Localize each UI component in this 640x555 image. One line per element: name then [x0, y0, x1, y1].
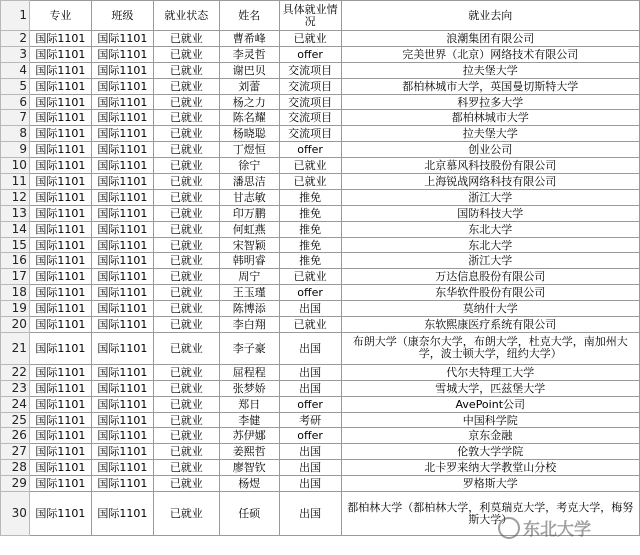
row-number: 26 — [1, 428, 30, 444]
column-header-status: 就业状态 — [153, 1, 219, 31]
cell-name: 王玉瑾 — [219, 285, 279, 301]
cell-class: 国际1101 — [91, 237, 153, 253]
table-row — [1, 396, 640, 412]
cell-major: 国际1101 — [29, 46, 91, 62]
cell-status: 已就业 — [153, 31, 219, 47]
cell-class: 国际1101 — [91, 221, 153, 237]
table-row — [1, 189, 640, 205]
cell-detail: 交流项目 — [279, 94, 341, 110]
cell-status: 已就业 — [153, 62, 219, 78]
row-number: 22 — [1, 364, 30, 380]
cell-class: 国际1101 — [91, 332, 153, 364]
cell-status: 已就业 — [153, 269, 219, 285]
table-row — [1, 221, 640, 237]
cell-class: 国际1101 — [91, 285, 153, 301]
cell-status: 已就业 — [153, 158, 219, 174]
cell-destination: 拉夫堡大学 — [341, 126, 639, 142]
table-row — [1, 78, 640, 94]
table-row — [1, 237, 640, 253]
cell-status: 已就业 — [153, 444, 219, 460]
cell-destination: 创业公司 — [341, 142, 639, 158]
column-header-name: 姓名 — [219, 1, 279, 31]
cell-status: 已就业 — [153, 492, 219, 536]
cell-detail: 推免 — [279, 205, 341, 221]
cell-major: 国际1101 — [29, 31, 91, 47]
table-row — [1, 253, 640, 269]
cell-status: 已就业 — [153, 174, 219, 190]
row-number: 20 — [1, 317, 30, 333]
cell-class: 国际1101 — [91, 110, 153, 126]
row-number: 9 — [1, 142, 30, 158]
cell-class: 国际1101 — [91, 174, 153, 190]
cell-destination: 完美世界（北京）网络技术有限公司 — [341, 46, 639, 62]
cell-status: 已就业 — [153, 412, 219, 428]
row-number: 16 — [1, 253, 30, 269]
cell-status: 已就业 — [153, 285, 219, 301]
cell-name: 陈博添 — [219, 301, 279, 317]
cell-class: 国际1101 — [91, 492, 153, 536]
cell-destination: 拉夫堡大学 — [341, 62, 639, 78]
row-number: 24 — [1, 396, 30, 412]
cell-status: 已就业 — [153, 94, 219, 110]
cell-major: 国际1101 — [29, 428, 91, 444]
row-number: 28 — [1, 460, 30, 476]
cell-detail: 已就业 — [279, 317, 341, 333]
cell-status: 已就业 — [153, 110, 219, 126]
cell-destination: 东软熙康医疗系统有限公司 — [341, 317, 639, 333]
cell-status: 已就业 — [153, 428, 219, 444]
cell-name: 李白翔 — [219, 317, 279, 333]
cell-major: 国际1101 — [29, 237, 91, 253]
cell-name: 刘蕾 — [219, 78, 279, 94]
cell-destination: AvePoint公司 — [341, 396, 639, 412]
cell-class: 国际1101 — [91, 31, 153, 47]
cell-class: 国际1101 — [91, 189, 153, 205]
cell-destination: 浙江大学 — [341, 189, 639, 205]
column-header-detail: 具体就业情况 — [279, 1, 341, 31]
cell-destination: 雪城大学，匹兹堡大学 — [341, 380, 639, 396]
cell-class: 国际1101 — [91, 428, 153, 444]
row-number: 30 — [1, 492, 30, 536]
cell-status: 已就业 — [153, 205, 219, 221]
cell-name: 李灵哲 — [219, 46, 279, 62]
table-row — [1, 94, 640, 110]
cell-detail: 交流项目 — [279, 126, 341, 142]
cell-major: 国际1101 — [29, 221, 91, 237]
cell-detail: offer — [279, 285, 341, 301]
cell-destination: 京东金融 — [341, 428, 639, 444]
cell-detail: 出国 — [279, 380, 341, 396]
cell-class: 国际1101 — [91, 301, 153, 317]
header-row — [1, 1, 640, 31]
table-row — [1, 301, 640, 317]
cell-detail: 出国 — [279, 460, 341, 476]
cell-name: 杨之力 — [219, 94, 279, 110]
cell-name: 廖智钦 — [219, 460, 279, 476]
table-row — [1, 332, 640, 364]
cell-status: 已就业 — [153, 476, 219, 492]
row-number: 23 — [1, 380, 30, 396]
cell-name: 杨晓聪 — [219, 126, 279, 142]
row-number: 13 — [1, 205, 30, 221]
table-row — [1, 158, 640, 174]
table-row — [1, 31, 640, 47]
cell-class: 国际1101 — [91, 205, 153, 221]
cell-name: 姜熙哲 — [219, 444, 279, 460]
cell-name: 张梦娇 — [219, 380, 279, 396]
cell-status: 已就业 — [153, 380, 219, 396]
cell-name: 韩明睿 — [219, 253, 279, 269]
cell-major: 国际1101 — [29, 205, 91, 221]
row-number: 10 — [1, 158, 30, 174]
cell-name: 丁煜恒 — [219, 142, 279, 158]
cell-status: 已就业 — [153, 126, 219, 142]
cell-major: 国际1101 — [29, 158, 91, 174]
row-number: 4 — [1, 62, 30, 78]
table-row — [1, 428, 640, 444]
cell-detail: offer — [279, 396, 341, 412]
cell-major: 国际1101 — [29, 110, 91, 126]
cell-detail: 出国 — [279, 476, 341, 492]
cell-major: 国际1101 — [29, 142, 91, 158]
cell-destination: 伦敦大学学院 — [341, 444, 639, 460]
row-number: 17 — [1, 269, 30, 285]
cell-detail: offer — [279, 142, 341, 158]
cell-class: 国际1101 — [91, 158, 153, 174]
cell-major: 国际1101 — [29, 460, 91, 476]
cell-destination: 万达信息股份有限公司 — [341, 269, 639, 285]
row-number: 8 — [1, 126, 30, 142]
table-row — [1, 110, 640, 126]
cell-major: 国际1101 — [29, 364, 91, 380]
table-row — [1, 62, 640, 78]
cell-destination: 罗格斯大学 — [341, 476, 639, 492]
cell-destination: 代尔夫特理工大学 — [341, 364, 639, 380]
cell-name: 潘思洁 — [219, 174, 279, 190]
cell-class: 国际1101 — [91, 46, 153, 62]
cell-detail: offer — [279, 46, 341, 62]
cell-name: 苏伊娜 — [219, 428, 279, 444]
cell-destination: 都柏林城市大学，英国曼切斯特大学 — [341, 78, 639, 94]
cell-name: 宋智颖 — [219, 237, 279, 253]
cell-name: 郑日 — [219, 396, 279, 412]
cell-class: 国际1101 — [91, 380, 153, 396]
cell-detail: 推免 — [279, 237, 341, 253]
cell-status: 已就业 — [153, 221, 219, 237]
cell-detail: 已就业 — [279, 158, 341, 174]
cell-class: 国际1101 — [91, 78, 153, 94]
cell-detail: 交流项目 — [279, 78, 341, 94]
table-row — [1, 142, 640, 158]
cell-destination: 北卡罗来纳大学教堂山分校 — [341, 460, 639, 476]
cell-name: 任硕 — [219, 492, 279, 536]
table-row — [1, 412, 640, 428]
row-number: 14 — [1, 221, 30, 237]
watermark — [498, 515, 591, 541]
cell-name: 谢巴贝 — [219, 62, 279, 78]
cell-class: 国际1101 — [91, 62, 153, 78]
cell-major: 国际1101 — [29, 492, 91, 536]
column-header-major: 专业 — [29, 1, 91, 31]
cell-destination: 上海锐战网络科技有限公司 — [341, 174, 639, 190]
cell-detail: 出国 — [279, 364, 341, 380]
cell-status: 已就业 — [153, 78, 219, 94]
cell-name: 周宁 — [219, 269, 279, 285]
cell-detail: 出国 — [279, 492, 341, 536]
cell-name: 李子豪 — [219, 332, 279, 364]
cell-detail: 已就业 — [279, 174, 341, 190]
cell-name: 徐宁 — [219, 158, 279, 174]
cell-name: 李健 — [219, 412, 279, 428]
cell-detail: 交流项目 — [279, 110, 341, 126]
cell-detail: 出国 — [279, 301, 341, 317]
cell-class: 国际1101 — [91, 364, 153, 380]
table-row — [1, 46, 640, 62]
cell-destination: 布朗大学（康奈尔大学，布朗大学，杜克大学，南加州大学，波士顿大学，纽约大学） — [341, 332, 639, 364]
cell-destination: 都柏林城市大学 — [341, 110, 639, 126]
row-number: 15 — [1, 237, 30, 253]
table-row — [1, 380, 640, 396]
cell-class: 国际1101 — [91, 444, 153, 460]
cell-major: 国际1101 — [29, 412, 91, 428]
cell-major: 国际1101 — [29, 253, 91, 269]
cell-major: 国际1101 — [29, 301, 91, 317]
row-number: 18 — [1, 285, 30, 301]
row-number: 11 — [1, 174, 30, 190]
cell-class: 国际1101 — [91, 476, 153, 492]
table-row — [1, 476, 640, 492]
cell-major: 国际1101 — [29, 444, 91, 460]
cell-class: 国际1101 — [91, 317, 153, 333]
table-row — [1, 444, 640, 460]
row-number: 7 — [1, 110, 30, 126]
cell-class: 国际1101 — [91, 269, 153, 285]
cell-destination: 东北大学 — [341, 221, 639, 237]
cell-destination: 中国科学院 — [341, 412, 639, 428]
cell-major: 国际1101 — [29, 174, 91, 190]
row-number: 3 — [1, 46, 30, 62]
cell-major: 国际1101 — [29, 62, 91, 78]
cell-major: 国际1101 — [29, 285, 91, 301]
table-row — [1, 269, 640, 285]
cell-status: 已就业 — [153, 301, 219, 317]
table-row — [1, 126, 640, 142]
cell-name: 何虹燕 — [219, 221, 279, 237]
cell-destination: 都柏林大学（都柏林大学，利莫瑞克大学，考克大学，梅努斯大学） — [341, 492, 639, 536]
cell-status: 已就业 — [153, 364, 219, 380]
cell-name: 甘志敏 — [219, 189, 279, 205]
cell-name: 屈程程 — [219, 364, 279, 380]
cell-destination: 北京慕风科技股份有限公司 — [341, 158, 639, 174]
cell-status: 已就业 — [153, 237, 219, 253]
cell-detail: 推免 — [279, 253, 341, 269]
table-row — [1, 205, 640, 221]
cell-name: 杨煜 — [219, 476, 279, 492]
cell-destination: 莫纳什大学 — [341, 301, 639, 317]
cell-detail: 考研 — [279, 412, 341, 428]
cell-status: 已就业 — [153, 253, 219, 269]
cell-detail: 推免 — [279, 221, 341, 237]
table-row — [1, 174, 640, 190]
cell-status: 已就业 — [153, 142, 219, 158]
cell-major: 国际1101 — [29, 332, 91, 364]
cell-destination: 东华软件股份有限公司 — [341, 285, 639, 301]
cell-detail: 推免 — [279, 189, 341, 205]
cell-class: 国际1101 — [91, 396, 153, 412]
watermark-text: 东北大学 — [523, 520, 591, 540]
row-number: 29 — [1, 476, 30, 492]
cell-detail: 已就业 — [279, 31, 341, 47]
cell-major: 国际1101 — [29, 126, 91, 142]
table-row — [1, 364, 640, 380]
cell-detail: 交流项目 — [279, 62, 341, 78]
column-header-class: 班级 — [91, 1, 153, 31]
row-number: 27 — [1, 444, 30, 460]
cell-major: 国际1101 — [29, 189, 91, 205]
cell-class: 国际1101 — [91, 460, 153, 476]
table-row — [1, 285, 640, 301]
cell-destination: 国防科技大学 — [341, 205, 639, 221]
cell-class: 国际1101 — [91, 94, 153, 110]
table-row — [1, 460, 640, 476]
cell-major: 国际1101 — [29, 380, 91, 396]
cell-status: 已就业 — [153, 460, 219, 476]
cell-status: 已就业 — [153, 332, 219, 364]
cell-destination: 浙江大学 — [341, 253, 639, 269]
cell-destination: 科罗拉多大学 — [341, 94, 639, 110]
cell-class: 国际1101 — [91, 142, 153, 158]
cell-status: 已就业 — [153, 189, 219, 205]
cell-class: 国际1101 — [91, 126, 153, 142]
cell-detail: 已就业 — [279, 269, 341, 285]
row-number: 12 — [1, 189, 30, 205]
cell-detail: offer — [279, 428, 341, 444]
cell-major: 国际1101 — [29, 396, 91, 412]
cell-major: 国际1101 — [29, 317, 91, 333]
cell-detail: 出国 — [279, 444, 341, 460]
row-number: 2 — [1, 31, 30, 47]
cell-detail: 出国 — [279, 332, 341, 364]
row-number: 21 — [1, 332, 30, 364]
cell-status: 已就业 — [153, 46, 219, 62]
cell-class: 国际1101 — [91, 412, 153, 428]
university-logo-icon — [498, 517, 520, 539]
cell-class: 国际1101 — [91, 253, 153, 269]
cell-name: 曹希峰 — [219, 31, 279, 47]
row-number: 1 — [1, 1, 30, 31]
cell-name: 印万鹏 — [219, 205, 279, 221]
cell-name: 陈名耀 — [219, 110, 279, 126]
table-row — [1, 317, 640, 333]
cell-destination: 浪潮集团有限公司 — [341, 31, 639, 47]
cell-major: 国际1101 — [29, 269, 91, 285]
row-number: 5 — [1, 78, 30, 94]
cell-status: 已就业 — [153, 317, 219, 333]
cell-major: 国际1101 — [29, 476, 91, 492]
column-header-destination: 就业去向 — [341, 1, 639, 31]
cell-status: 已就业 — [153, 396, 219, 412]
cell-major: 国际1101 — [29, 78, 91, 94]
row-number: 19 — [1, 301, 30, 317]
cell-major: 国际1101 — [29, 94, 91, 110]
row-number: 6 — [1, 94, 30, 110]
cell-destination: 东北大学 — [341, 237, 639, 253]
row-number: 25 — [1, 412, 30, 428]
